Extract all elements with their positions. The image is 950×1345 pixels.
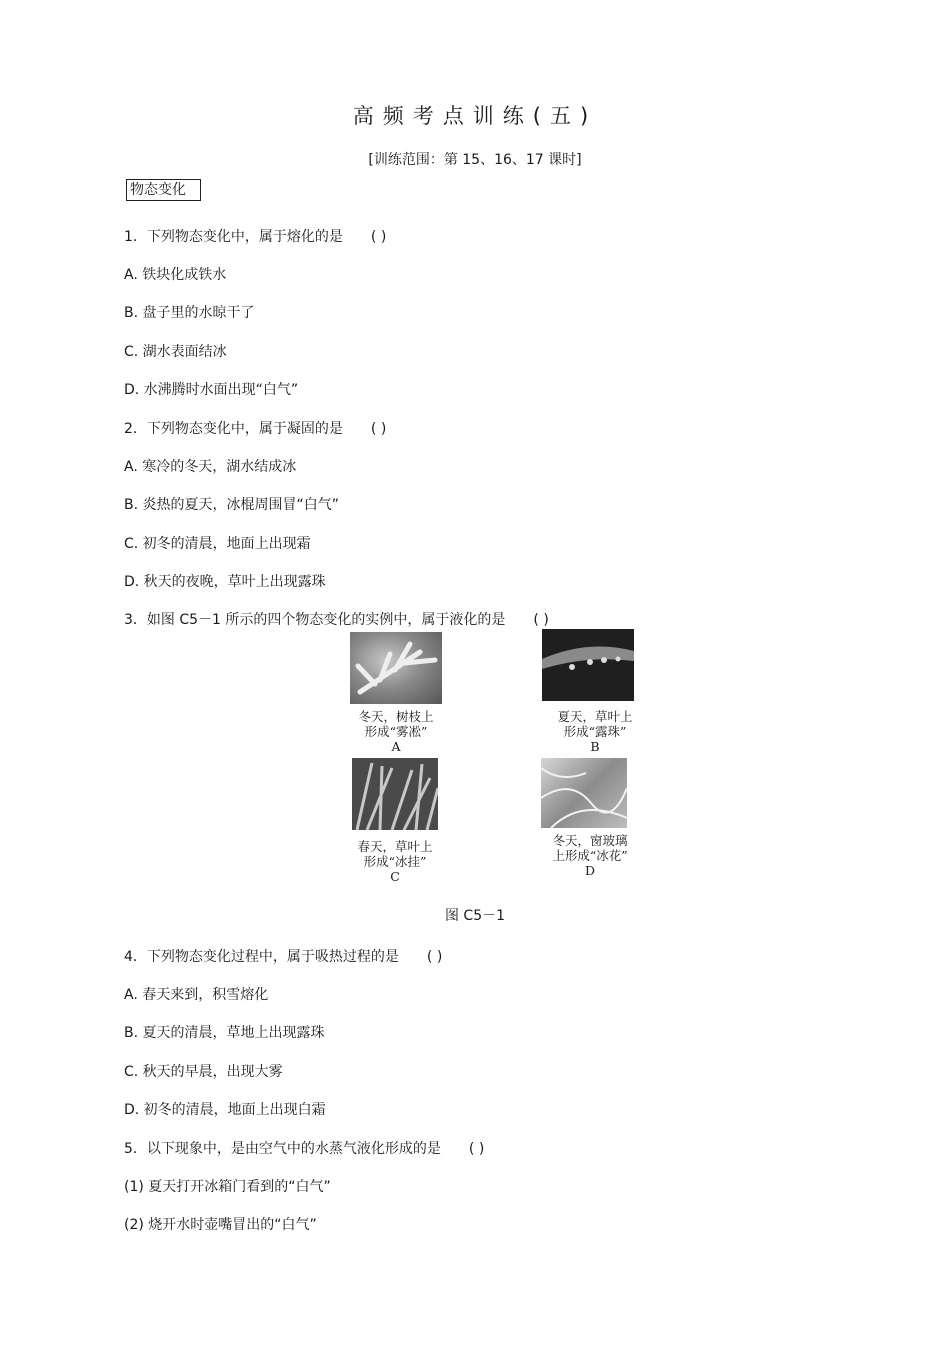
q4-option-a: A. 春天来到，积雪熔化 xyxy=(124,987,269,1003)
q2-option-a: A. 寒冷的冬天，湖水结成冰 xyxy=(124,459,297,475)
question-3-stem: 3．如图 C5－1 所示的四个物态变化的实例中，属于液化的是 xyxy=(124,612,506,628)
q2-option-d: D. 秋天的夜晚，草叶上出现露珠 xyxy=(124,574,326,590)
q1-option-b: B. 盘子里的水晾干了 xyxy=(124,305,255,321)
q4-option-b: B. 夏天的清晨，草地上出现露珠 xyxy=(124,1025,325,1041)
figure-caption: 图 C5－1 xyxy=(444,908,506,924)
q1-option-c: C. 湖水表面结冰 xyxy=(124,344,227,360)
q4-option-c: C. 秋天的早晨，出现大雾 xyxy=(124,1064,283,1080)
answer-blank: ( ) xyxy=(426,949,443,965)
caption-a: 冬天，树枝上 形成“雾凇” A xyxy=(358,709,434,754)
answer-blank: ( ) xyxy=(370,229,387,245)
photo-frosted-branch xyxy=(350,632,442,704)
caption-c: 春天，草叶上 形成“冰挂” C xyxy=(357,839,433,884)
q1-option-a: A. 铁块化成铁水 xyxy=(124,267,227,283)
q2-option-b: B. 炎热的夏天，冰棍周围冒“白气” xyxy=(124,497,340,513)
answer-blank: ( ) xyxy=(533,612,549,628)
q1-option-d: D. 水沸腾时水面出现“白气” xyxy=(124,382,299,398)
answer-blank: ( ) xyxy=(370,421,387,437)
question-5 xyxy=(124,1138,484,1158)
q5-item-1: (1) 夏天打开冰箱门看到的“白气” xyxy=(124,1179,331,1195)
question-2-stem: 2．下列物态变化中，属于凝固的是 xyxy=(124,421,343,437)
question-5-stem: 5．以下现象中，是由空气中的水蒸气液化形成的是 xyxy=(124,1141,441,1157)
page-subtitle: [训练范围：第 15、16、17 课时] xyxy=(368,152,582,168)
q4-option-d: D. 初冬的清晨，地面上出现白霜 xyxy=(124,1102,326,1118)
question-4 xyxy=(124,946,442,966)
section-label: 物态变化 xyxy=(126,179,201,201)
answer-blank: ( ) xyxy=(468,1141,485,1157)
question-1-stem: 1．下列物态变化中，属于熔化的是 xyxy=(124,229,343,245)
caption-b: 夏天，草叶上 形成“露珠” B xyxy=(557,709,633,754)
question-4-stem: 4．下列物态变化过程中，属于吸热过程的是 xyxy=(124,949,399,965)
q2-option-c: C. 初冬的清晨，地面上出现霜 xyxy=(124,536,311,552)
q5-item-2: (2) 烧开水时壶嘴冒出的“白气” xyxy=(124,1217,317,1233)
photo-icy-grass xyxy=(352,758,438,830)
photo-ice-flower-window xyxy=(541,758,627,828)
caption-d: 冬天，窗玻璃 上形成“冰花” D xyxy=(552,833,628,878)
question-1 xyxy=(124,226,386,246)
question-3 xyxy=(124,609,549,629)
page-title: 高频考点训练(五) xyxy=(352,104,598,128)
photo-dew-on-leaf xyxy=(542,629,634,701)
question-2 xyxy=(124,418,386,438)
